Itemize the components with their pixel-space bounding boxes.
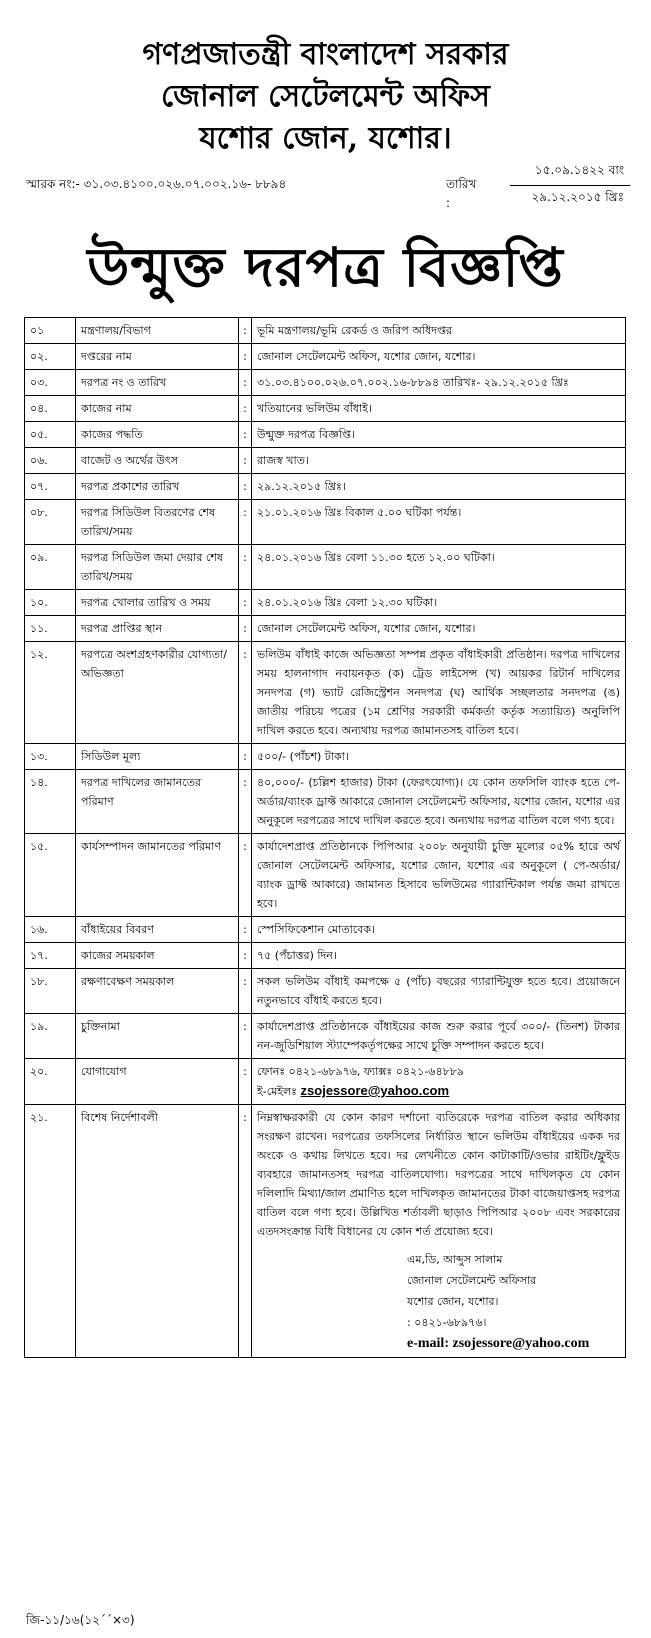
location-title: যশোর জোন, যশোর। <box>199 121 452 156</box>
row-number: ০২. <box>25 344 76 370</box>
row-value: ভূমি মন্ত্রণালয়/ভূমি রেকর্ড ও জরিপ অধিদপ্তর <box>252 318 626 344</box>
row-number: ০৪. <box>25 396 76 422</box>
row-value: জোনাল সেটেলমেন্ট অফিস, যশোর জোন, যশোর। <box>252 616 626 642</box>
row-value: ৫০০/- (পাঁচশ) টাকা। <box>252 744 626 770</box>
row-label: চুক্তিনামা <box>76 1014 239 1059</box>
table-row <box>25 770 626 834</box>
row-label: যোগাযোগ <box>76 1059 239 1105</box>
row-value: কার্যাদেশপ্রাপ্ত প্রতিষ্ঠানকে পিপিআর ২০০৮ অনুযায়ী চুক্তি মূল্যের ০৫% হারে অর্থ জোনাল সেটেলমেন্ট অফিসার, যশোর জোন, যশোর এর অনুকূলে ( পে-অর্ডার/ ব্যাংক ড্রাফ্ট আকারে) জামানত হিসাবে ভলিউমের গ্যারান্টিকাল পর্যন্ত জমা রাখতে হবে। <box>252 834 626 917</box>
date-values <box>510 160 630 209</box>
date-english: ২৯.১২.২০১৫ খ্রিঃ <box>531 190 624 204</box>
table-row <box>25 1105 626 1358</box>
row-colon: : <box>239 1059 252 1105</box>
footer-code: জি-১১/১৬(১২´´×৩) <box>26 1613 135 1627</box>
row-number: ১১. <box>25 616 76 642</box>
row-number: ০৩. <box>25 370 76 396</box>
row-value: ভলিউম বাঁধাই কাজে অভিজ্ঞতা সম্পন্ন প্রকৃত বাঁধাইকারী প্রতিষ্ঠান। দরপত্র দাখিলের সময় হালনাগাদ নবায়নকৃত (ক) ট্রেড লাইসেন্স (খ) আয়কর রিটার্ন দাখিলের সনদপত্র (গ) ভ্যাট রেজিস্ট্রেশন সনদপত্র (ঘ) আর্থিক সচ্ছলতার সনদপত্র (ঙ) জাতীয় পরিচয় পত্রের (১ম শ্রেণির সরকারী কর্মকর্তা কর্তৃক সত্যায়িত) অনুলিপি দাখিল করতে হবে। অন্যথায় দরপত্র জামানতসহ বাতিল হবে। <box>252 642 626 744</box>
row-number: ২০. <box>25 1059 76 1105</box>
row-value: ২৯.১২.২০১৫ খ্রিঃ। <box>252 474 626 500</box>
row-number: ১৪. <box>25 770 76 834</box>
row-colon: : <box>239 590 252 616</box>
row-colon: : <box>239 834 252 917</box>
signatory-name: এম,ডি, আব্দুস সালাম <box>407 1253 503 1266</box>
table-row <box>25 318 626 344</box>
table-row <box>25 834 626 917</box>
row-colon: : <box>239 1014 252 1059</box>
row-value: খতিয়ানের ভলিউম বাঁধাই। <box>252 396 626 422</box>
row-number: ১৮. <box>25 969 76 1014</box>
row-label: বাজেট ও অর্থের উৎস <box>76 448 239 474</box>
tender-details-table <box>24 317 626 1358</box>
table-row <box>25 1014 626 1059</box>
table-row <box>25 1059 626 1105</box>
row-number: ১০. <box>25 590 76 616</box>
memo-number: স্মারক নং:- ৩১.০৩.৪১০০.০২৬.০৭.০০২.১৬- ৮৮৯৪ <box>26 177 287 191</box>
row-colon: : <box>239 344 252 370</box>
row-number: ১৩. <box>25 744 76 770</box>
row-value: রাজস্ব খাত। <box>252 448 626 474</box>
row-value: স্পেসিফিকেশান মোতাবেক। <box>252 917 626 943</box>
contact-phone: ফোনঃ ০৪২১-৬৮৯৭৬, ফ্যাক্সঃ ০৪২১-৬৪৮৮৯ <box>257 1065 465 1078</box>
office-title: জোনাল সেটেলমেন্ট অফিস <box>161 79 490 114</box>
row-label: দরপত্র খোলার তারিখ ও সময় <box>76 590 239 616</box>
row-colon: : <box>239 396 252 422</box>
row-label: দরপত্র নং ও তারিখ <box>76 370 239 396</box>
table-row <box>25 500 626 545</box>
row-value: ২৪.০১.২০১৬ খ্রিঃ বেলা ১১.৩০ হতে ১২.০০ ঘটিকা। <box>252 545 626 590</box>
row-colon: : <box>239 969 252 1014</box>
table-row <box>25 969 626 1014</box>
signatory-email: e-mail: zsojessore@yahoo.com <box>407 1336 590 1351</box>
row-label: দরপত্র দাখিলের জামানতের পরিমাণ <box>76 770 239 834</box>
table-row <box>25 943 626 969</box>
row-label: মন্ত্রণালয়/বিভাগ <box>76 318 239 344</box>
row-value: ২১.০১.২০১৬ খ্রিঃ বিকাল ৫.০০ ঘটিকা পর্যন্ত। <box>252 500 626 545</box>
row-number: ০৫. <box>25 422 76 448</box>
row-label: বিশেষ নির্দেশাবলী <box>76 1105 239 1358</box>
row-colon: : <box>239 448 252 474</box>
row-label: দরপত্রে অংশগ্রহণকারীর যোগ্যতা/অভিজ্ঞতা <box>76 642 239 744</box>
row-number: ০৬. <box>25 448 76 474</box>
row-number: ১২. <box>25 642 76 744</box>
row-number: ০১ <box>25 318 76 344</box>
row-colon: : <box>239 370 252 396</box>
table-row <box>25 545 626 590</box>
row-number: ০৮. <box>25 500 76 545</box>
special-instructions-text: নিম্নস্বাক্ষরকারী যে কোন কারণ দর্শানো ব্যতিরেকে দরপত্র বাতিল করার অধিকার সংরক্ষণ রাখেন। দরপত্রের তফসিলের নির্ধারিত স্থানে ভলিউম বাঁধাইয়ের একক দর অংকে ও কথায় লিখতে হবে। দর লেখনীতে কোন কাটাকাটি/ওভার রাইটিং/ফ্লুইড ব্যবহারে জামানতসহ দরপত্র বাতিলযোগ্য। দরপত্রের সাথে দাখিলকৃত যে কোন দলিলাদি মিথ্যা/জাল প্রমাণিত হলে দাখিলকৃত জামানতের টাকা বাজেয়াপ্তসহ দরপত্র বাতিল বলে গণ্য হবে। উল্লিখিত শর্তাবলী ছাড়াও পিপিআর ২০০৮ এবং সরকারের এতদসংক্রান্ত বিধি বিধানের যে কোন শর্ত প্রযোজ্য হবে। <box>257 1111 620 1238</box>
row-label: দরপত্র সিডিউল জমা দেয়ার শেষ তারিখ/সময় <box>76 545 239 590</box>
row-label: দরপত্র প্রাপ্তির স্থান <box>76 616 239 642</box>
notice-header <box>0 34 651 160</box>
signature-block <box>257 1249 620 1354</box>
row-colon: : <box>239 545 252 590</box>
special-instructions-value <box>252 1105 626 1358</box>
row-label: দরপত্র প্রকাশের তারিখ <box>76 474 239 500</box>
row-value: ৪০,০০০/- (চল্লিশ হাজার) টাকা (ফেরৎযোগ্য)। যে কোন তফসিলি ব্যাংক হতে পে-অর্ডার/ব্যাংক ড্রাফ্ট আকারে জোনাল সেটেলমেন্ট অফিসার, যশোর জোন, যশোর এর অনুকূলে দরপত্রের সাথে দাখিল করতে হবে। অন্যথায় দরপত্র বাতিল বলে গণ্য হবে। <box>252 770 626 834</box>
row-value: ৩১.০৩.৪১০০.০২৬.০৭.০০২.১৬-৮৮৯৪ তারিখঃ- ২৯.১২.২০১৫ খ্রিঃ <box>252 370 626 396</box>
row-colon: : <box>239 943 252 969</box>
signatory-designation: জোনাল সেটেলমেন্ট অফিসার <box>407 1274 537 1287</box>
row-value: সকল ভলিউম বাঁধাই কমপক্ষে ৫ (পাঁচ) বছরের গ্যারান্টিযুক্ত হতে হবে। প্রয়োজনে নতুনভাবে বাঁধাই করতে হবে। <box>252 969 626 1014</box>
government-title: গণপ্রজাতন্ত্রী বাংলাদেশ সরকার <box>142 37 509 72</box>
signatory-office: যশোর জোন, যশোর। <box>407 1295 499 1308</box>
row-colon: : <box>239 318 252 344</box>
table-row <box>25 474 626 500</box>
date-bangla: ১৫.০৯.১৪২২ বাং <box>510 160 630 186</box>
row-number: ০৯. <box>25 545 76 590</box>
row-value: ২৪.০১.২০১৬ খ্রিঃ বেলা ১২.৩০ ঘটিকা। <box>252 590 626 616</box>
row-colon: : <box>239 500 252 545</box>
table-row <box>25 642 626 744</box>
row-number: ১৫. <box>25 834 76 917</box>
row-number: ০৭. <box>25 474 76 500</box>
row-colon: : <box>239 744 252 770</box>
row-label: দপ্তরের নাম <box>76 344 239 370</box>
table-row <box>25 422 626 448</box>
row-label: সিডিউল মূল্য <box>76 744 239 770</box>
table-row <box>25 344 626 370</box>
row-colon: : <box>239 770 252 834</box>
table-row <box>25 744 626 770</box>
date-label: তারিখ : <box>446 177 477 210</box>
contact-value <box>252 1059 626 1105</box>
row-value: ৭৫ (পঁচাত্তর) দিন। <box>252 943 626 969</box>
row-label: কাজের পদ্ধতি <box>76 422 239 448</box>
row-value: উন্মুক্ত দরপত্র বিজ্ঞপ্তি। <box>252 422 626 448</box>
notice-title: উন্মুক্ত দরপত্র বিজ্ঞপ্তি <box>87 235 564 299</box>
signatory-phone: : ০৪২১-৬৮৯৭৬। <box>407 1316 487 1329</box>
row-colon: : <box>239 1105 252 1358</box>
table-row <box>25 396 626 422</box>
email-label: ই-মেইলঃ <box>257 1085 301 1098</box>
row-colon: : <box>239 616 252 642</box>
table-row <box>25 448 626 474</box>
row-number: ২১. <box>25 1105 76 1358</box>
row-label: রক্ষণাবেক্ষণ সময়কাল <box>76 969 239 1014</box>
table-row <box>25 370 626 396</box>
table-row <box>25 616 626 642</box>
row-colon: : <box>239 474 252 500</box>
row-label: কার্যসম্পাদন জামানতের পরিমাণ <box>76 834 239 917</box>
contact-email-line <box>257 1081 620 1101</box>
row-value: জোনাল সেটেলমেন্ট অফিস, যশোর জোন, যশোর। <box>252 344 626 370</box>
row-colon: : <box>239 917 252 943</box>
table-row <box>25 590 626 616</box>
row-label: দরপত্র সিডিউল বিতরণের শেষ তারিখ/সময় <box>76 500 239 545</box>
email-link[interactable]: zsojessore@yahoo.com <box>300 1083 450 1098</box>
row-colon: : <box>239 642 252 744</box>
row-label: কাজের সময়কাল <box>76 943 239 969</box>
row-label: কাজের নাম <box>76 396 239 422</box>
row-label: বাঁধাইয়ের বিবরণ <box>76 917 239 943</box>
table-row <box>25 917 626 943</box>
row-value: কার্যাদেশপ্রাপ্ত প্রতিষ্ঠানকে বাঁধাইয়ের কাজ শুরু করার পূর্বে ৩০০/- (তিনশ) টাকার নন-জুডিশিয়াল স্ট্যাম্পেকর্তৃপক্ষের সাথে চুক্তি সম্পাদন করতে হবে। <box>252 1014 626 1059</box>
row-number: ১৯. <box>25 1014 76 1059</box>
row-number: ১৭. <box>25 943 76 969</box>
row-number: ১৬. <box>25 917 76 943</box>
row-colon: : <box>239 422 252 448</box>
